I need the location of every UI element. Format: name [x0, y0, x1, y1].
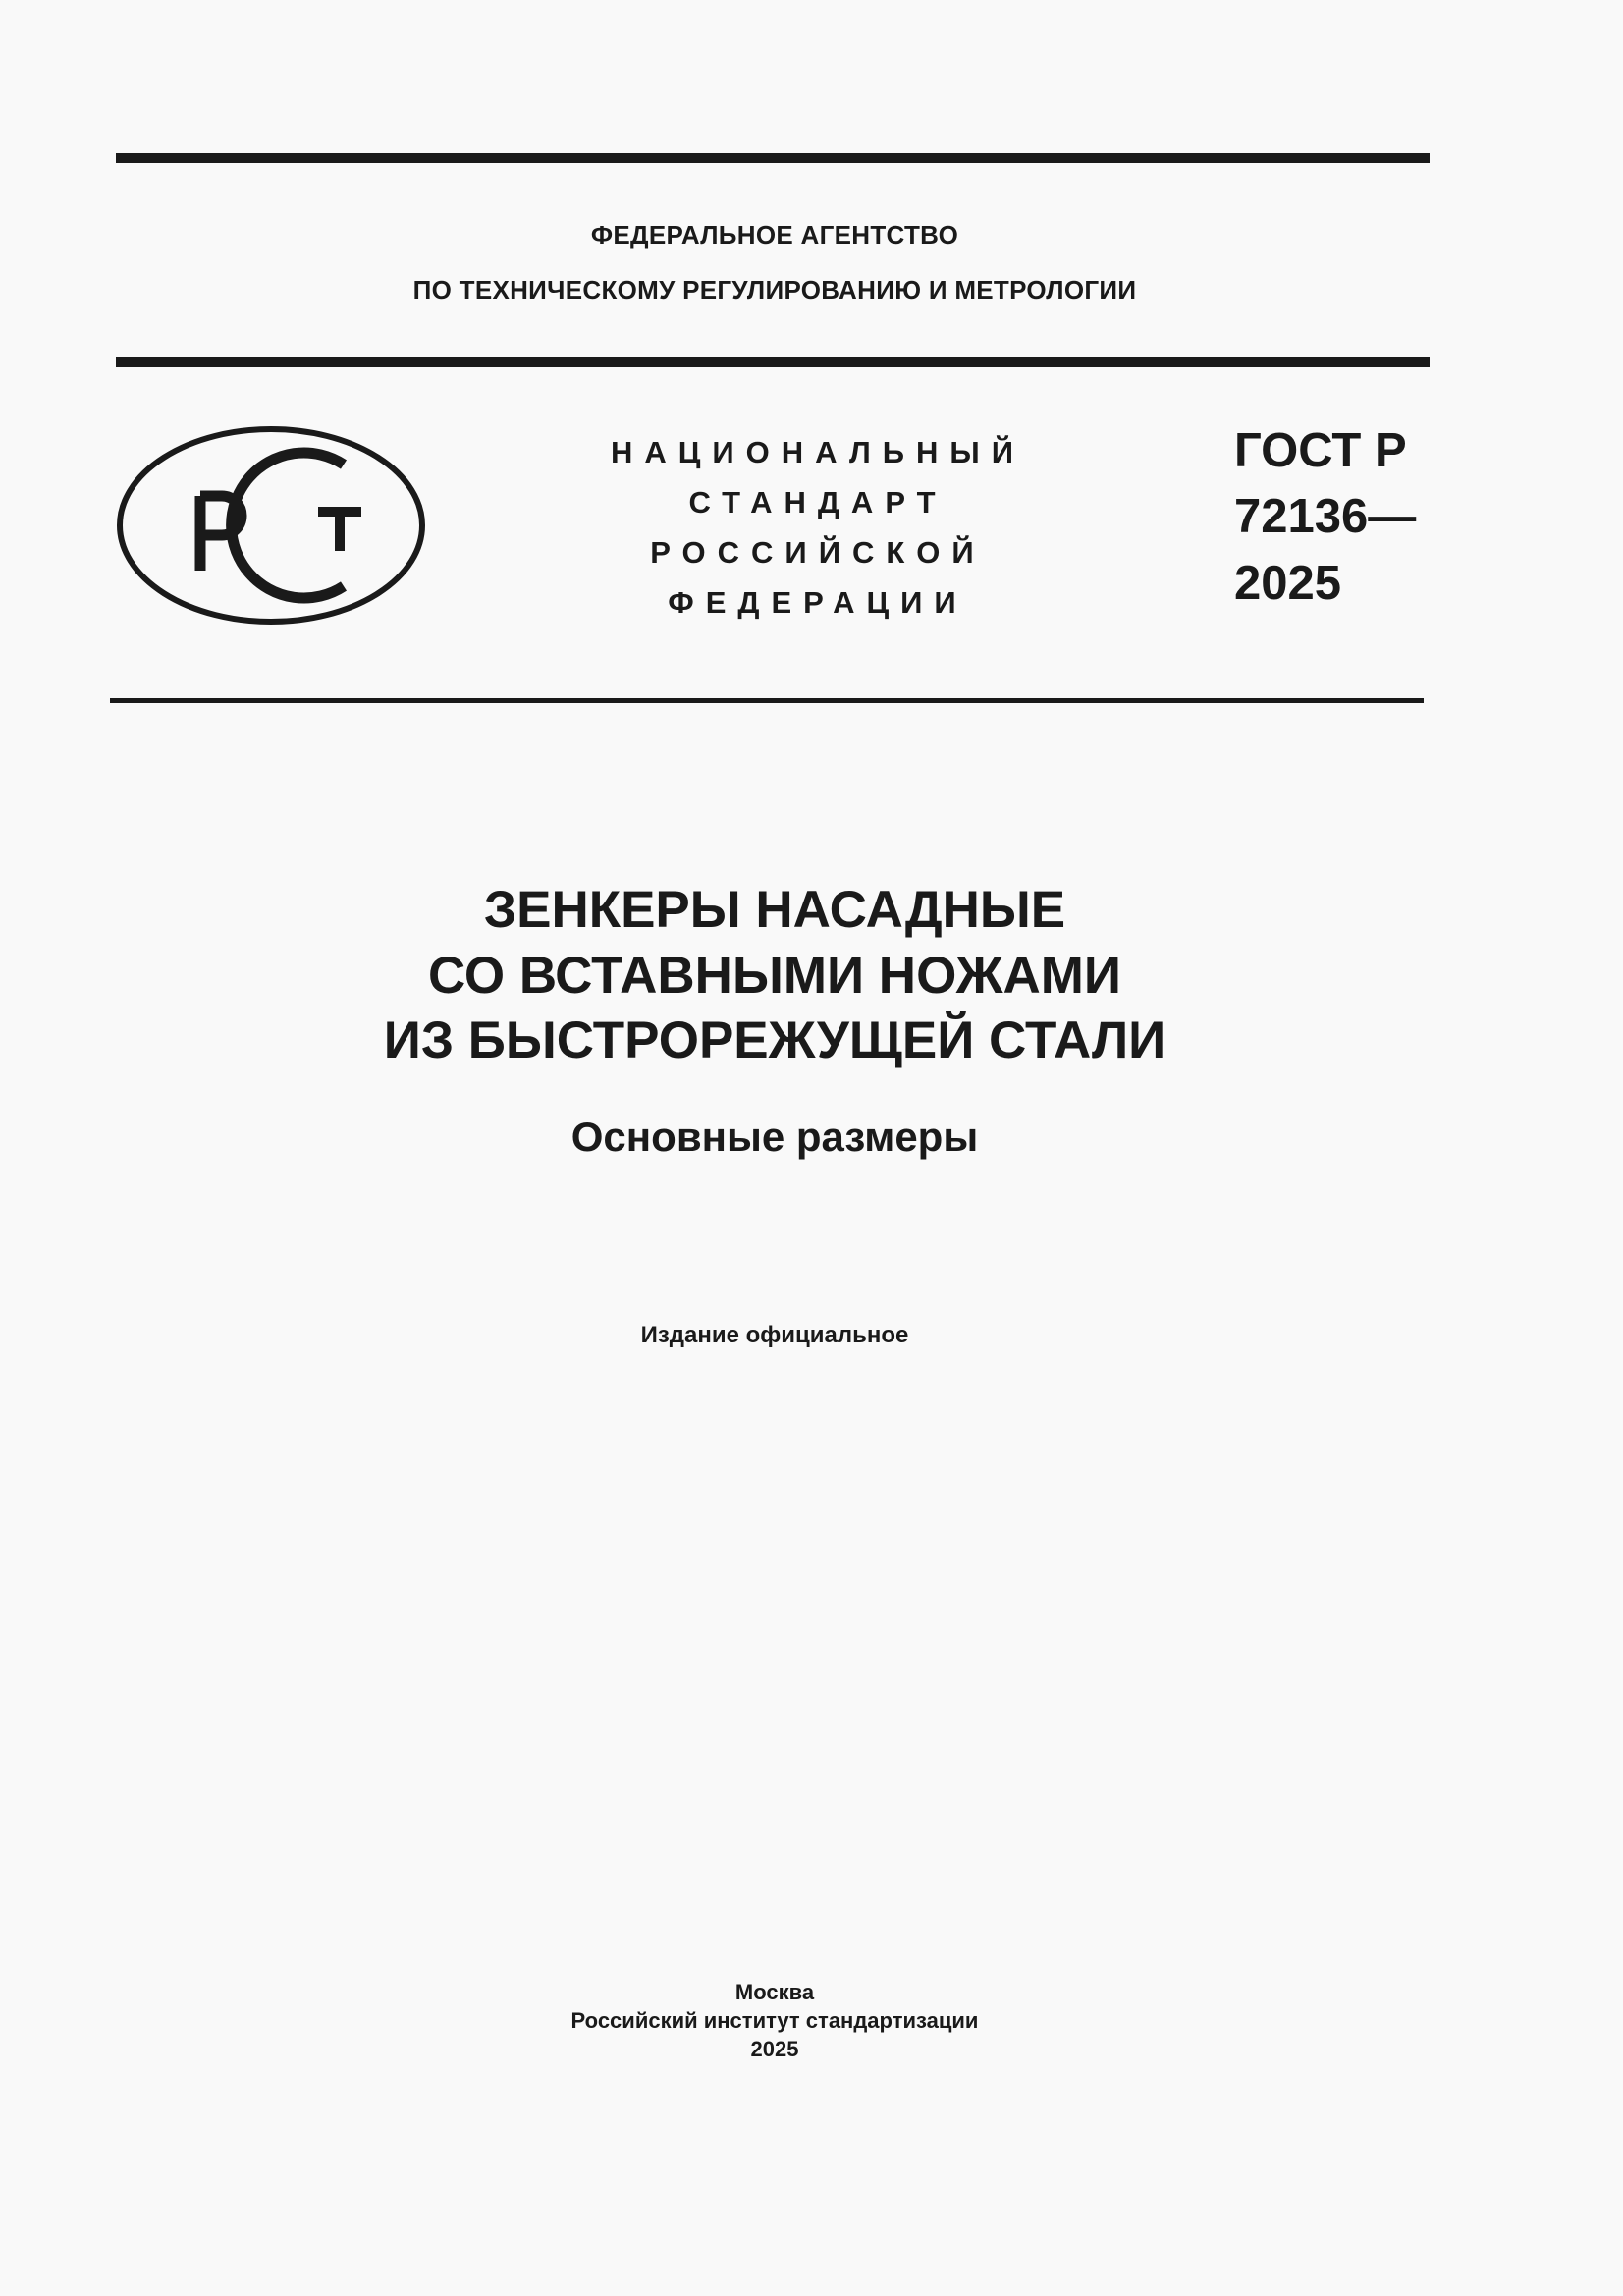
national-standard-line-3: РОССИЙСКОЙ	[650, 535, 986, 570]
bottom-rule	[110, 698, 1424, 703]
national-standard-line-2: СТАНДАРТ	[688, 485, 947, 519]
standard-designation-number: 72136—	[1234, 490, 1417, 543]
document-title-line-1: ЗЕНКЕРЫ НАСАДНЫЕ	[483, 881, 1066, 939]
agency-name-line-1: ФЕДЕРАЛЬНОЕ АГЕНТСТВО	[590, 220, 959, 249]
top-rule	[116, 153, 1430, 163]
document-title-line-2: СО ВСТАВНЫМИ НОЖАМИ	[427, 947, 1122, 1005]
imprint-city: Москва	[734, 1980, 815, 2004]
agency-name-line-2: ПО ТЕХНИЧЕСКОМУ РЕГУЛИРОВАНИЮ И МЕТРОЛОГИИ	[412, 275, 1137, 304]
edition-note: Издание официальное	[640, 1322, 909, 1348]
document-title-line-3: ИЗ БЫСТРОРЕЖУЩЕЙ СТАЛИ	[383, 1011, 1166, 1069]
standard-designation-prefix: ГОСТ Р	[1234, 424, 1407, 477]
national-standard-line-4: ФЕДЕРАЦИИ	[668, 585, 968, 620]
middle-rule	[116, 357, 1430, 367]
standard-designation-year: 2025	[1234, 557, 1342, 610]
gost-r-conformity-mark-icon	[116, 425, 426, 626]
imprint-year: 2025	[750, 2037, 799, 2061]
national-standard-line-1: НАЦИОНАЛЬНЫЙ	[610, 435, 1026, 469]
imprint-publisher: Российский институт стандартизации	[570, 2008, 979, 2033]
document-subtitle: Основные размеры	[570, 1114, 979, 1160]
